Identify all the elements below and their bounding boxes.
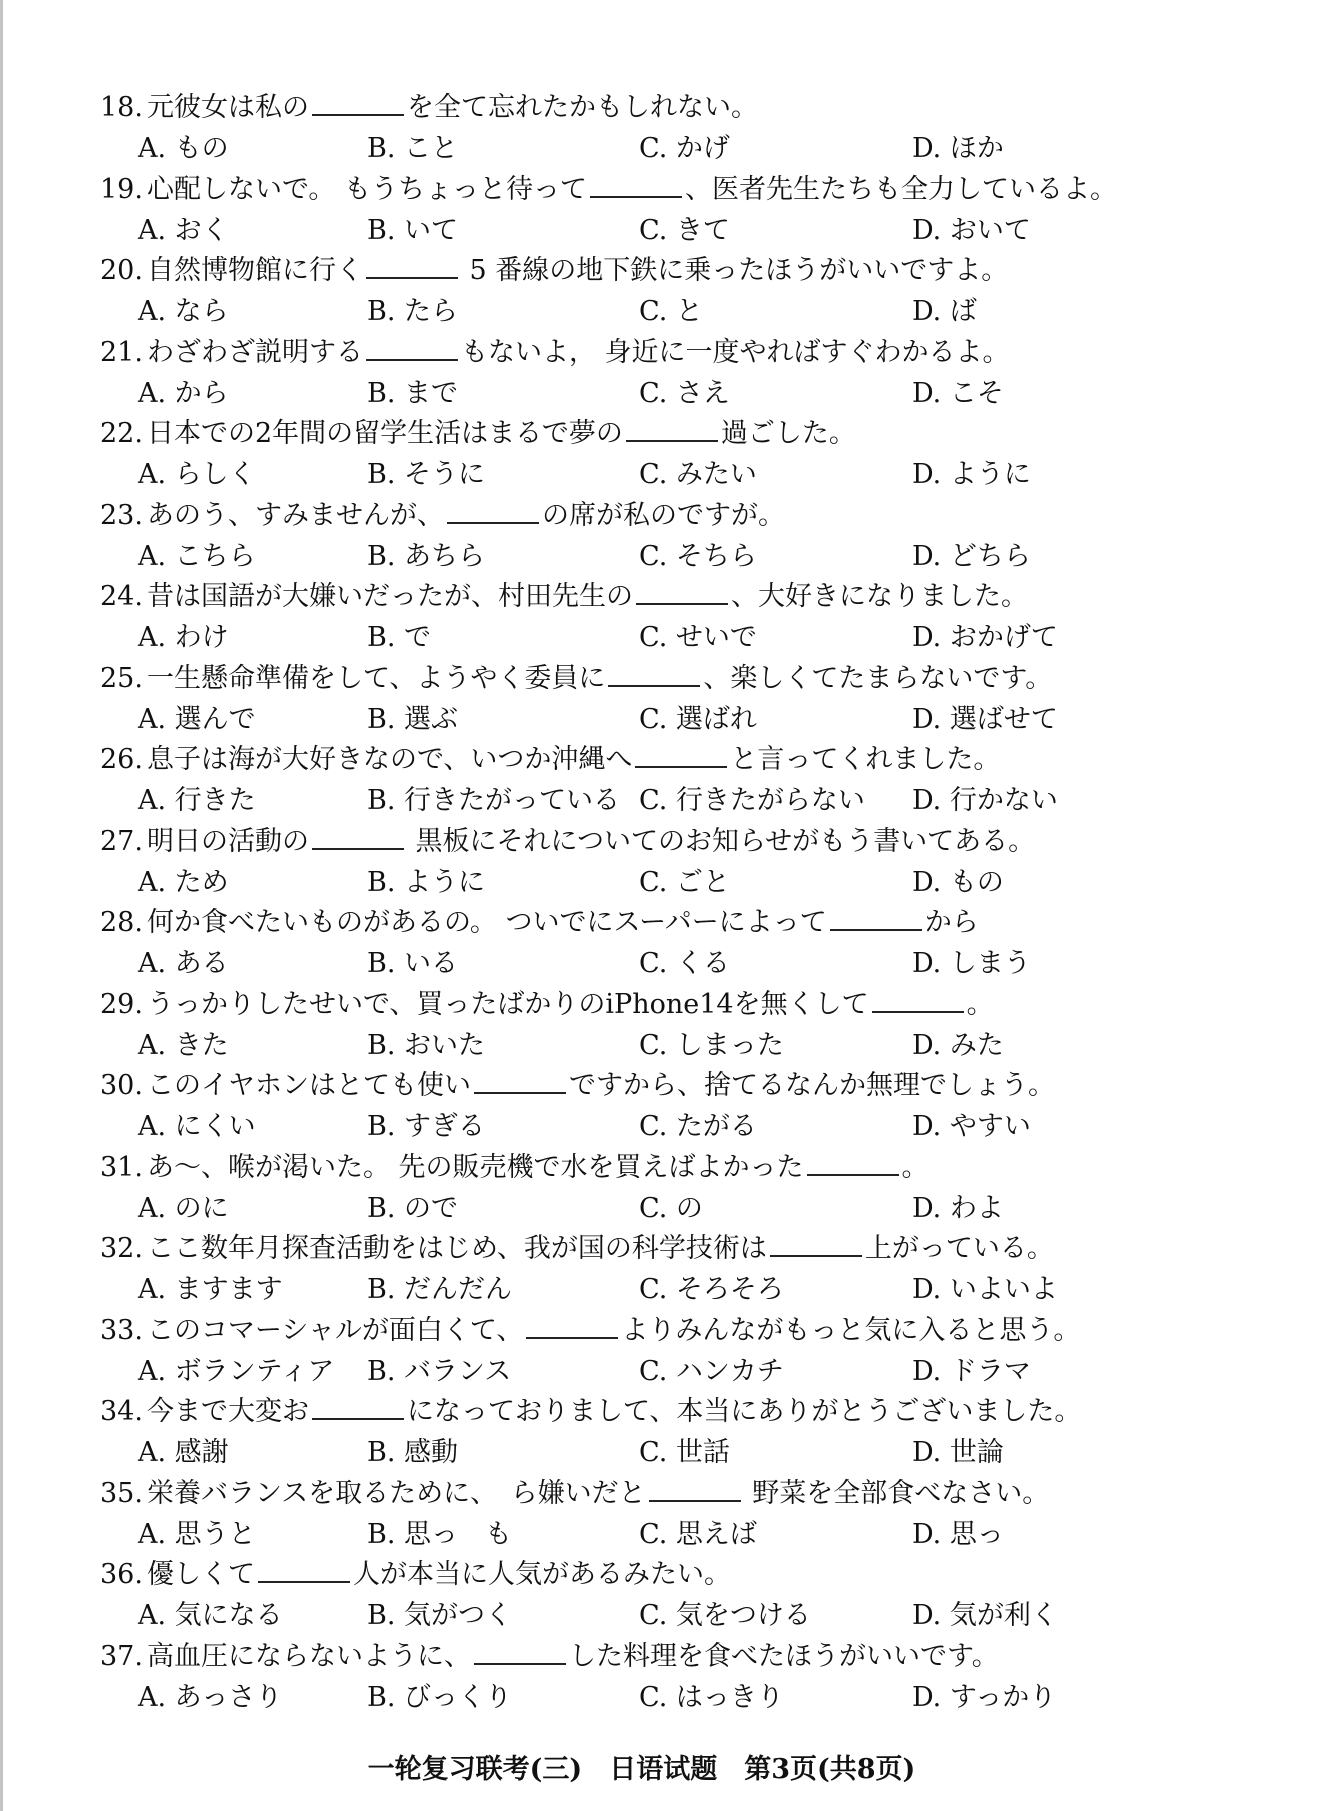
- question-number: 22.: [100, 418, 143, 449]
- option-b: B. こと: [367, 133, 459, 164]
- options-row: [100, 699, 1250, 741]
- option-c: C. の: [639, 1192, 703, 1224]
- question-item: [100, 1148, 1250, 1230]
- question-number: 19.: [100, 173, 143, 205]
- question-item: [100, 1392, 1250, 1474]
- option-b: B. あちら: [367, 540, 486, 572]
- question-line: [100, 414, 1250, 454]
- option-d: D. すっかり: [912, 1681, 1057, 1713]
- question-text-before: 心配しないで。 もうちょっと待って: [146, 173, 587, 205]
- question-text-after: と言ってくれました。: [730, 744, 1001, 775]
- question-item: [100, 333, 1250, 415]
- question-text-before: あ〜、喉が渇いた。 先の販売機で水を買えばよかった: [146, 1151, 804, 1183]
- answer-blank: [770, 1233, 862, 1257]
- option-b: B. おいた: [367, 1029, 486, 1061]
- page-footer: 一轮复习联考(三) 日语试题 第3页(共8页): [367, 1754, 916, 1785]
- answer-blank: [474, 1641, 566, 1665]
- options-row: [100, 128, 1250, 170]
- question-line: [100, 251, 1250, 291]
- question-line: [100, 1148, 1250, 1188]
- answer-blank: [526, 1315, 618, 1339]
- option-d: D. 選ばせて: [912, 703, 1058, 735]
- question-line: [100, 1066, 1250, 1106]
- answer-blank: [608, 663, 700, 687]
- question-text-before: 今まで大変お: [146, 1396, 309, 1427]
- question-text-before: うっかりしたせいで、買ったばかりのiPhone14を無くして: [146, 988, 869, 1020]
- option-a: A. なら: [138, 296, 229, 327]
- option-d: D. もの: [912, 866, 1004, 898]
- option-b: B. そうに: [367, 459, 486, 490]
- option-d: D. ように: [912, 459, 1031, 490]
- option-a: A. にくい: [138, 1111, 256, 1142]
- question-text-before: 日本での2年間の留学生活はまるで夢の: [146, 418, 623, 449]
- option-d: D. 世論: [912, 1437, 1004, 1468]
- options-row: [100, 862, 1250, 904]
- option-b: B. たら: [367, 296, 459, 327]
- question-item: [100, 496, 1250, 578]
- question-item: [100, 88, 1250, 170]
- option-d: D. 行かない: [912, 785, 1058, 816]
- question-line: [100, 1474, 1250, 1514]
- question-line: [100, 577, 1250, 617]
- option-a: A. ますます: [138, 1274, 283, 1305]
- answer-blank: [626, 418, 718, 442]
- option-c: C. 選ばれ: [639, 703, 757, 735]
- question-line: [100, 1637, 1250, 1677]
- question-text-after: を全て忘れたかもしれない。: [406, 92, 758, 123]
- option-b: B. ように: [367, 866, 486, 898]
- answer-blank: [447, 500, 539, 524]
- question-text-after: 過ごした。: [720, 418, 856, 449]
- question-text-after: から: [924, 907, 979, 938]
- question-number: 29.: [100, 988, 143, 1020]
- question-text-before: 栄養バランスを取るために、 ら嫌いだと: [146, 1477, 646, 1509]
- question-line: [100, 659, 1250, 699]
- question-item: [100, 985, 1250, 1067]
- option-b: B. で: [367, 622, 432, 653]
- question-text-after: 。: [966, 988, 994, 1020]
- answer-blank: [872, 989, 964, 1013]
- question-text-before: このコマーシャルが面白くて、: [146, 1314, 524, 1346]
- option-d: D. やすい: [912, 1111, 1031, 1142]
- options-row: [100, 210, 1250, 252]
- question-line: [100, 1229, 1250, 1269]
- question-number: 36.: [100, 1559, 143, 1590]
- question-text-before: 自然博物館に行く: [146, 255, 363, 286]
- question-line: [100, 1311, 1250, 1351]
- question-text-before: このイヤホンはとても使い: [146, 1070, 471, 1101]
- answer-blank: [807, 1152, 899, 1176]
- question-number: 35.: [100, 1477, 143, 1509]
- question-text-before: 一生懸命準備をして、ようやく委員に: [146, 662, 606, 694]
- option-d: D. みた: [912, 1029, 1004, 1061]
- option-b: B. バランス: [367, 1355, 512, 1387]
- option-d: D. ば: [912, 296, 977, 327]
- option-c: C. 行きたがらない: [639, 785, 865, 816]
- question-text-after: した料理を食べたほうがいいです。: [568, 1640, 999, 1672]
- question-number: 21.: [100, 336, 143, 368]
- options-row: [100, 1595, 1250, 1637]
- answer-blank: [312, 1396, 404, 1420]
- question-item: [100, 251, 1250, 333]
- option-c: C. みたい: [639, 459, 757, 490]
- option-b: B. びっくり: [367, 1681, 513, 1713]
- option-b: B. まで: [367, 377, 459, 409]
- option-c: C. そろそろ: [639, 1274, 784, 1305]
- option-d: D. 気が利く: [912, 1600, 1058, 1631]
- option-b: B. 思っ も: [367, 1518, 513, 1550]
- option-c: C. 世話: [639, 1437, 730, 1468]
- question-number: 37.: [100, 1640, 143, 1672]
- question-item: [100, 577, 1250, 659]
- question-item: [100, 1229, 1250, 1311]
- question-line: [100, 985, 1250, 1025]
- question-item: [100, 659, 1250, 741]
- option-c: C. たがる: [639, 1111, 757, 1142]
- question-line: [100, 822, 1250, 862]
- question-item: [100, 170, 1250, 252]
- options-row: [100, 1432, 1250, 1474]
- question-line: [100, 1555, 1250, 1595]
- option-b: B. だんだん: [367, 1274, 513, 1305]
- option-a: A. 思うと: [138, 1518, 256, 1550]
- answer-blank: [830, 907, 922, 931]
- answer-blank: [312, 92, 404, 116]
- question-number: 26.: [100, 744, 143, 775]
- question-item: [100, 822, 1250, 904]
- option-c: C. そちら: [639, 540, 757, 572]
- option-d: D. 思っ: [912, 1518, 1004, 1550]
- answer-blank: [258, 1559, 350, 1583]
- option-b: B. ので: [367, 1192, 459, 1224]
- option-a: A. 選んで: [138, 703, 256, 735]
- option-c: C. くる: [639, 948, 730, 979]
- options-row: [100, 1188, 1250, 1230]
- question-text-after: 黒板にそれについてのお知らせがもう書いてある。: [406, 825, 1036, 857]
- question-line: [100, 740, 1250, 780]
- question-line: [100, 333, 1250, 373]
- option-a: A. 感謝: [138, 1437, 229, 1468]
- option-a: A. わけ: [138, 622, 229, 653]
- answer-blank: [649, 1478, 741, 1502]
- options-row: [100, 454, 1250, 496]
- question-number: 24.: [100, 581, 143, 612]
- question-text-after: になっておりまして、本当にありがとうございました。: [406, 1396, 1082, 1427]
- option-a: A. 行きた: [138, 785, 256, 816]
- question-line: [100, 903, 1250, 943]
- option-d: D. ドラマ: [912, 1355, 1031, 1387]
- question-line: [100, 170, 1250, 210]
- options-row: [100, 1025, 1250, 1067]
- question-text-after: 人が本当に人気があるみたい。: [352, 1559, 731, 1590]
- question-text-after: もないよ， 身近に一度やればすぐわかるよ。: [460, 336, 1010, 368]
- question-number: 27.: [100, 825, 143, 857]
- question-item: [100, 740, 1250, 822]
- answer-blank: [366, 255, 458, 279]
- option-d: D. おかげて: [912, 622, 1058, 653]
- question-number: 32.: [100, 1233, 143, 1264]
- option-c: C. せいで: [639, 622, 757, 653]
- question-text-before: 元彼女は私の: [146, 92, 309, 123]
- question-text-before: 昔は国語が大嫌いだったが、村田先生の: [146, 581, 633, 612]
- question-item: [100, 1311, 1250, 1393]
- question-text-before: 高血圧にならないように、: [146, 1640, 471, 1672]
- question-number: 28.: [100, 907, 143, 938]
- question-number: 18.: [100, 92, 143, 123]
- question-number: 30.: [100, 1070, 143, 1101]
- answer-blank: [636, 581, 728, 605]
- option-d: D. おいて: [912, 214, 1031, 246]
- question-item: [100, 1066, 1250, 1148]
- question-line: [100, 88, 1250, 128]
- options-row: [100, 1269, 1250, 1311]
- option-a: A. ため: [138, 866, 229, 898]
- question-text-after: ですから、捨てるなんか無理でしょう。: [568, 1070, 1055, 1101]
- answer-blank: [312, 826, 404, 850]
- question-line: [100, 496, 1250, 536]
- option-a: A. もの: [138, 133, 229, 164]
- question-item: [100, 1637, 1250, 1719]
- option-d: D. いよいよ: [912, 1274, 1058, 1305]
- options-row: [100, 1106, 1250, 1148]
- options-row: [100, 373, 1250, 415]
- question-number: 33.: [100, 1314, 143, 1346]
- option-b: B. いて: [367, 214, 459, 246]
- question-text-after: 、医者先生たちも全力しているよ。: [685, 173, 1117, 205]
- option-d: D. こそ: [912, 377, 1004, 409]
- options-row: [100, 780, 1250, 822]
- question-text-before: 明日の活動の: [146, 825, 309, 857]
- answer-blank: [366, 337, 458, 361]
- option-a: A. きた: [138, 1029, 229, 1061]
- option-c: C. しまった: [639, 1029, 784, 1061]
- option-a: A. 気になる: [138, 1600, 283, 1631]
- option-c: C. はっきり: [639, 1681, 784, 1713]
- option-c: C. 思えば: [639, 1518, 757, 1550]
- option-c: C. さえ: [639, 377, 730, 409]
- question-text-after: 、楽しくてたまらないです。: [703, 662, 1053, 694]
- question-text-before: ここ数年月探査活動をはじめ、我が国の科学技術は: [146, 1233, 767, 1264]
- question-text-before: 息子は海が大好きなので、いつか沖縄へ: [146, 744, 633, 775]
- option-c: C. 気をつける: [639, 1600, 811, 1631]
- question-number: 34.: [100, 1396, 143, 1427]
- options-row: [100, 943, 1250, 985]
- option-a: A. こちら: [138, 540, 256, 572]
- options-row: [100, 1514, 1250, 1556]
- option-b: B. 気がつく: [367, 1600, 513, 1631]
- question-text-after: 。: [901, 1151, 929, 1183]
- option-b: B. いる: [367, 948, 459, 979]
- question-item: [100, 1474, 1250, 1556]
- option-d: D. ほか: [912, 133, 1004, 164]
- options-row: [100, 291, 1250, 333]
- option-a: A. ある: [138, 948, 229, 979]
- scan-edge-line: [0, 0, 3, 1811]
- question-text-after: の席が私のですが。: [541, 499, 785, 531]
- option-c: C. かげ: [639, 133, 730, 164]
- question-text-before: あのう、すみませんが、: [146, 499, 444, 531]
- question-list: [100, 88, 1250, 1718]
- answer-blank: [474, 1070, 566, 1094]
- option-d: D. しまう: [912, 948, 1031, 979]
- answer-blank: [590, 174, 682, 198]
- option-c: C. ごと: [639, 866, 730, 898]
- option-a: A. から: [138, 377, 229, 409]
- answer-blank: [635, 744, 727, 768]
- option-b: B. 感動: [367, 1437, 459, 1468]
- options-row: [100, 1351, 1250, 1393]
- option-c: C. ハンカチ: [639, 1355, 784, 1387]
- question-text-before: わざわざ説明する: [146, 336, 363, 368]
- option-b: B. すぎる: [367, 1111, 486, 1142]
- question-text-before: 優しくて: [146, 1559, 255, 1590]
- option-c: C. きて: [639, 214, 730, 246]
- question-line: [100, 1392, 1250, 1432]
- option-a: A. あっさり: [138, 1681, 283, 1713]
- question-number: 20.: [100, 255, 143, 286]
- question-text-after: 、大好きになりました。: [730, 581, 1028, 612]
- option-a: A. のに: [138, 1192, 229, 1224]
- options-row: [100, 617, 1250, 659]
- option-b: B. 選ぶ: [367, 703, 459, 735]
- option-d: D. どちら: [912, 540, 1031, 572]
- question-text-after: 5 番線の地下鉄に乗ったほうがいいですよ。: [460, 255, 1009, 286]
- question-item: [100, 1555, 1250, 1637]
- options-row: [100, 1677, 1250, 1719]
- question-text-after: よりみんながもっと気に入ると思う。: [621, 1314, 1081, 1346]
- option-a: A. ボランティア: [138, 1355, 335, 1387]
- question-text-after: 野菜を全部食べなさい。: [743, 1477, 1050, 1509]
- options-row: [100, 536, 1250, 578]
- question-item: [100, 903, 1250, 985]
- question-number: 23.: [100, 499, 143, 531]
- question-number: 31.: [100, 1151, 143, 1183]
- question-text-before: 何か食べたいものがあるの。 ついでにスーパーによって: [146, 907, 827, 938]
- option-a: A. らしく: [138, 459, 256, 490]
- question-number: 25.: [100, 662, 143, 694]
- option-b: B. 行きたがっている: [367, 785, 621, 816]
- option-a: A. おく: [138, 214, 229, 246]
- option-c: C. と: [639, 296, 703, 327]
- question-text-after: 上がっている。: [864, 1233, 1054, 1264]
- option-d: D. わよ: [912, 1192, 1004, 1224]
- question-item: [100, 414, 1250, 496]
